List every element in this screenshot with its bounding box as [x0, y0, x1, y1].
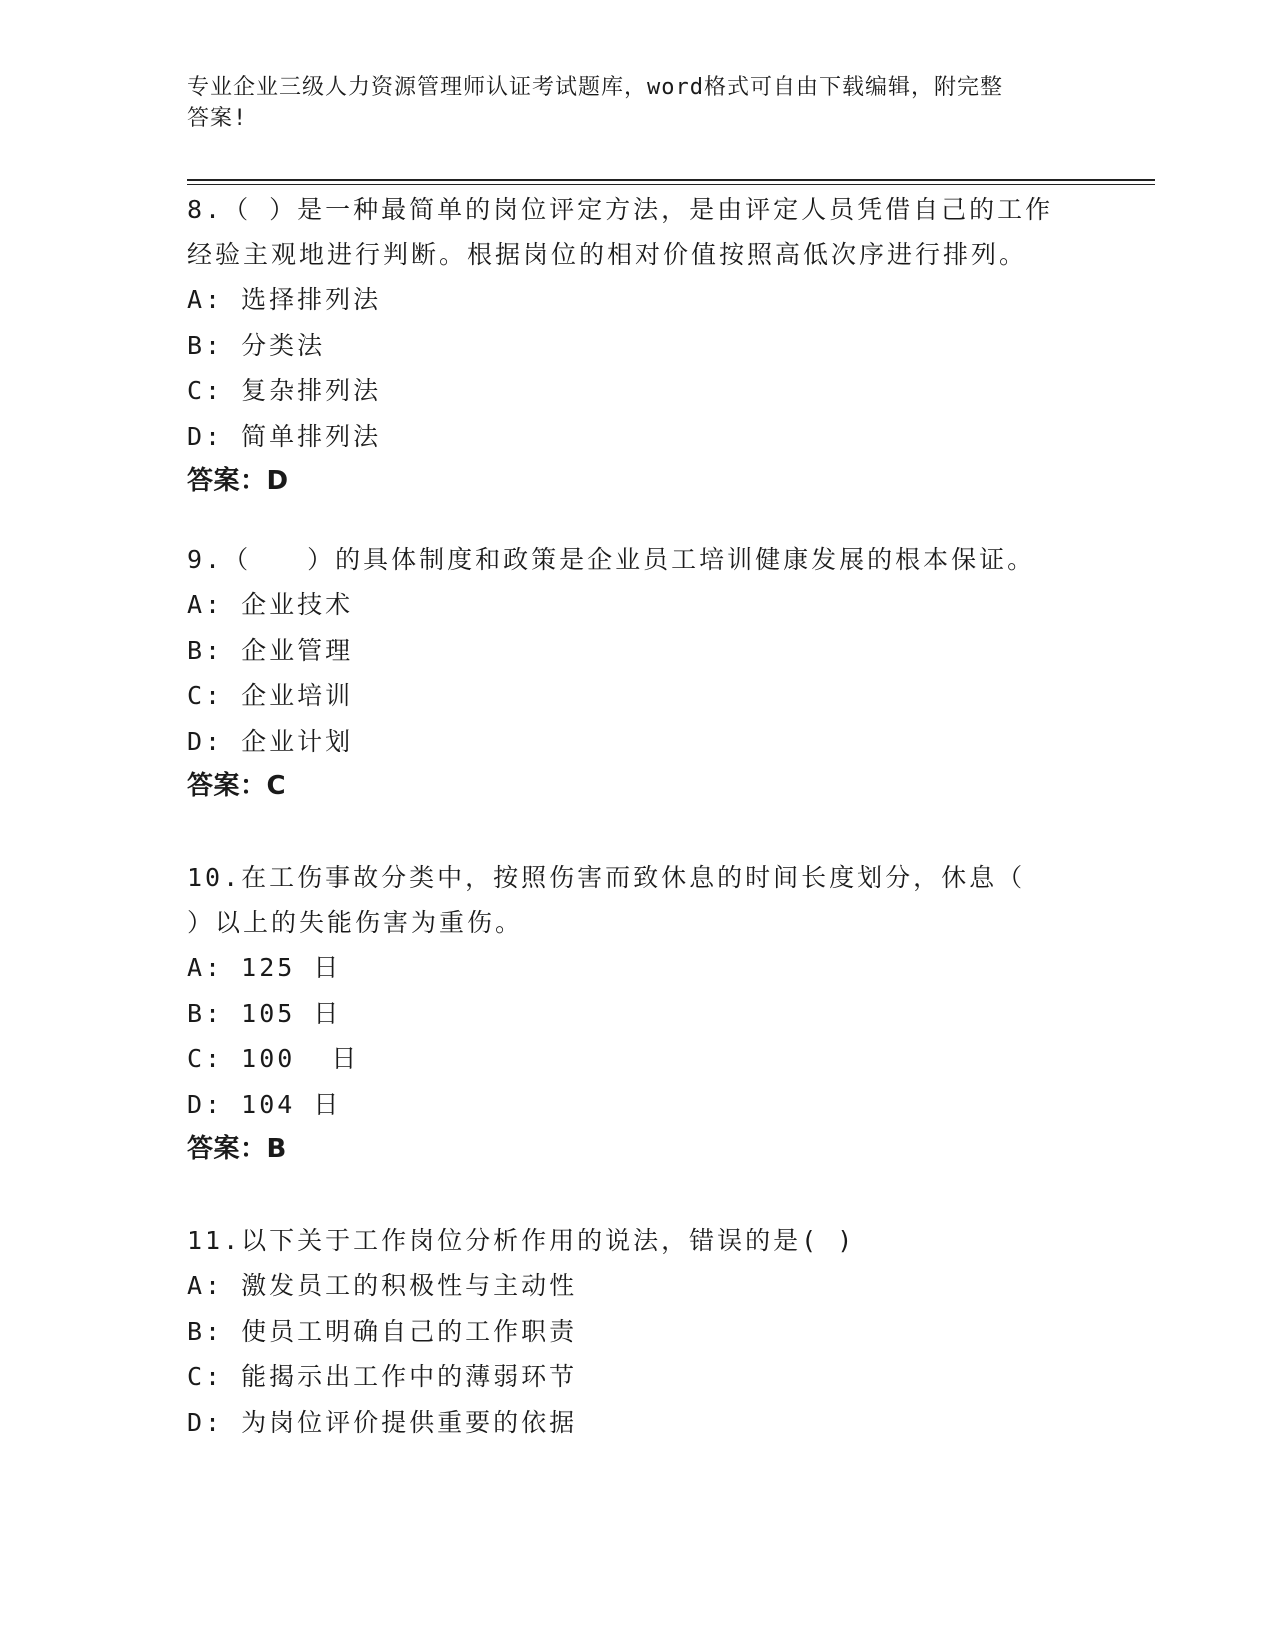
answer-label: 答案：C — [187, 771, 287, 801]
question-stem-line: 经验主观地进行判断。根据岗位的相对价值按照高低次序进行排列。 — [187, 240, 1028, 269]
question-8 — [187, 187, 1087, 504]
option-c: C: 企业培训 — [187, 681, 354, 710]
option-b: B: 105 日 — [187, 998, 342, 1028]
option-b: B: 企业管理 — [187, 635, 354, 665]
header-divider-thick — [187, 179, 1155, 181]
header-line-2: 答案! — [187, 106, 248, 131]
header-divider-thin — [187, 184, 1155, 185]
option-c: C: 能揭示出工作中的薄弱环节 — [187, 1362, 578, 1391]
header-line-1: 专业企业三级人力资源管理师认证考试题库，word格式可自由下载编辑，附完整 — [187, 75, 1003, 100]
option-a: A: 激发员工的积极性与主动性 — [187, 1271, 578, 1300]
question-stem-line: 8.（ ）是一种最简单的岗位评定方法，是由评定人员凭借自己的工作 — [187, 195, 1054, 224]
option-c: C: 100 日 — [187, 1044, 360, 1073]
option-b: B: 分类法 — [187, 330, 326, 360]
option-d: D: 简单排列法 — [187, 421, 382, 451]
option-d: D: 104 日 — [187, 1089, 342, 1119]
question-10 — [187, 855, 1087, 1172]
answer-label: 答案：D — [187, 466, 289, 496]
question-stem-line: 10.在工伤事故分类中，按照伤害而致休息的时间长度划分，休息（ — [187, 863, 1026, 892]
question-11 — [187, 1218, 1087, 1445]
question-9 — [187, 537, 1087, 809]
option-a: A: 企业技术 — [187, 590, 354, 619]
document-header — [187, 72, 1087, 134]
option-b: B: 使员工明确自己的工作职责 — [187, 1316, 578, 1346]
option-a: A: 选择排列法 — [187, 285, 382, 314]
question-stem-line: 9.（ ）的具体制度和政策是企业员工培训健康发展的根本保证。 — [187, 545, 1036, 574]
answer-label: 答案：B — [187, 1134, 287, 1164]
option-d: D: 为岗位评价提供重要的依据 — [187, 1407, 578, 1437]
question-stem-line: ）以上的失能伤害为重伤。 — [187, 908, 524, 937]
question-stem-line: 11.以下关于工作岗位分析作用的说法，错误的是( ) — [187, 1226, 856, 1255]
option-a: A: 125 日 — [187, 953, 342, 982]
option-c: C: 复杂排列法 — [187, 376, 382, 405]
option-d: D: 企业计划 — [187, 726, 354, 756]
